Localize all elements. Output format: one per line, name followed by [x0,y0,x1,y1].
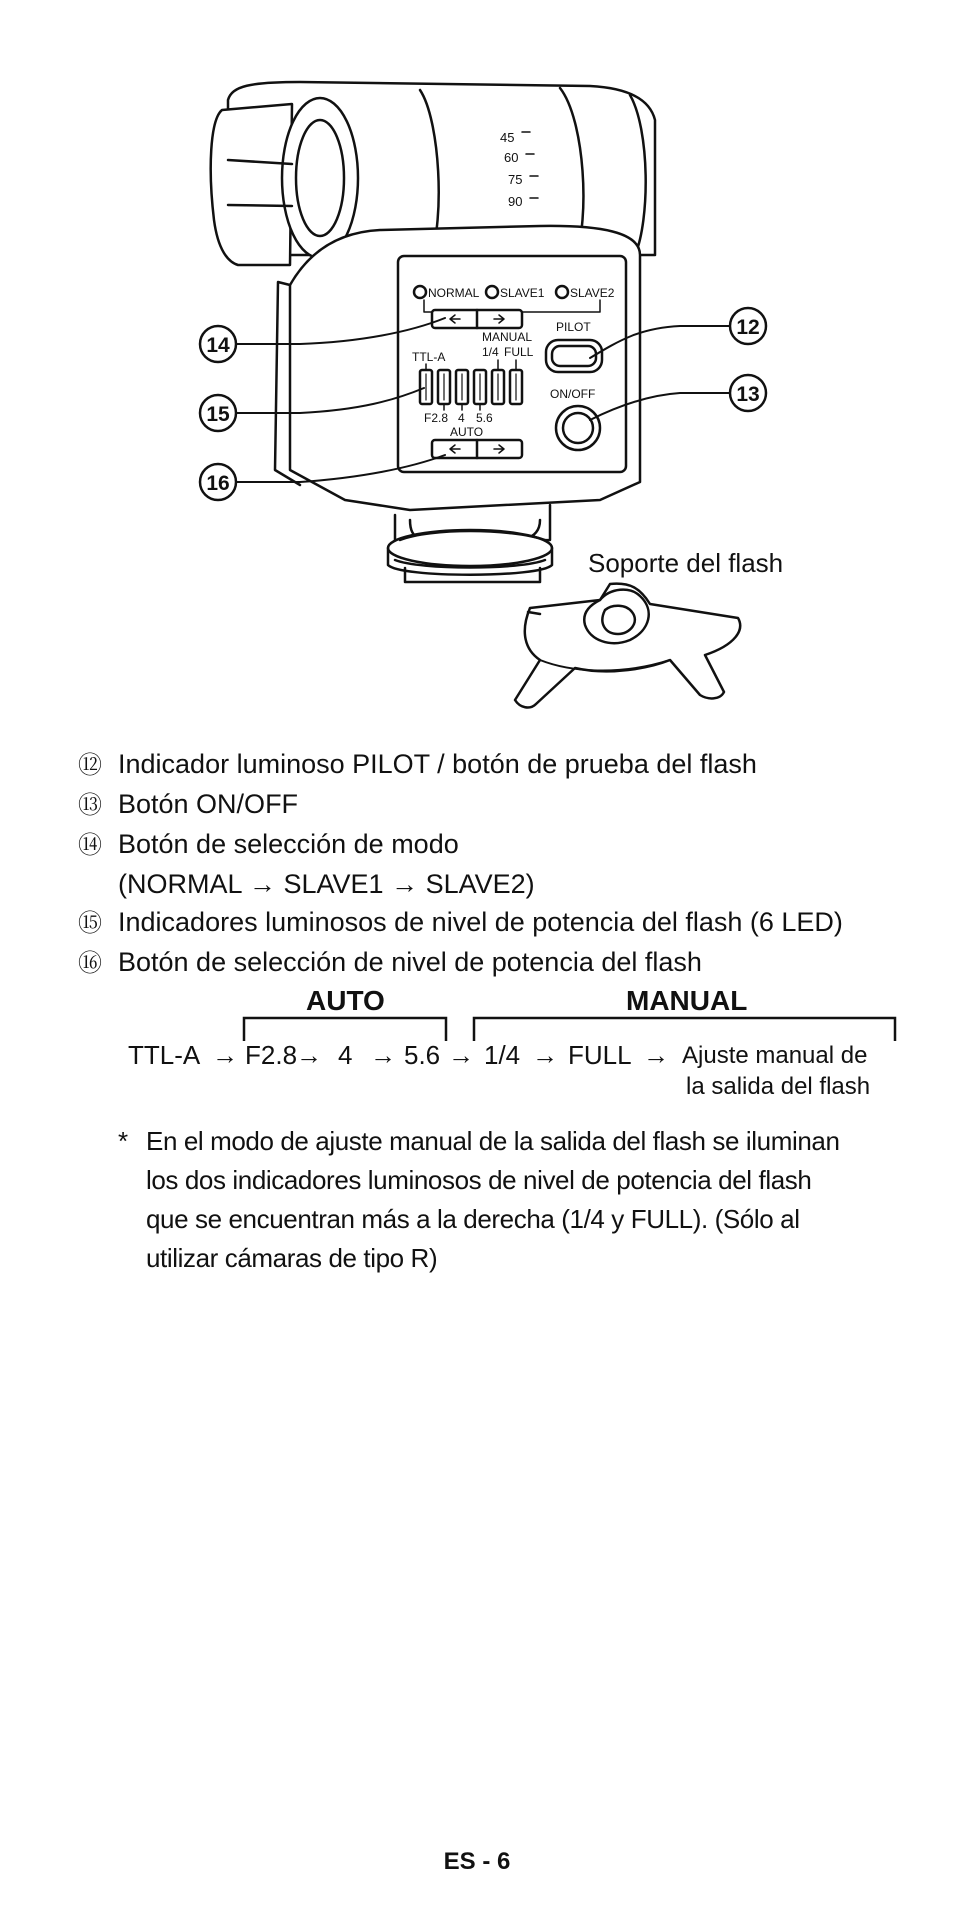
page-number: ES - 6 [443,1848,511,1875]
parts-legend [78,745,898,983]
footnote-line: los dos indicadores luminosos de nivel de potencia del flash [146,1165,812,1195]
footnote-line: que se encuentran más a la derecha (1/4 y FULL). (Sólo al [146,1204,800,1234]
auto-group-label: AUTO [306,985,385,1016]
mode-slave2-label: SLAVE2 [570,286,615,300]
footnote-line: En el modo de ajuste manual de la salida del flash se iluminan [146,1126,840,1156]
legend-item-13 [78,785,898,825]
seq-arrow: → [296,1040,322,1070]
angle-45: 45 [500,130,515,145]
legend-num: ⑬ [78,792,102,819]
legend-item-12 [78,745,898,785]
seq-final-line2: la salida del flash [686,1073,871,1100]
seq-arrow: → [370,1040,396,1070]
legend-num: ⑮ [78,910,102,937]
legend-text: Botón de selección de modo [118,829,459,859]
svg-text:16: 16 [206,472,230,495]
seq-ttla: TTL-A [128,1040,201,1070]
svg-text:14: 14 [206,334,230,357]
seq-quarter: 1/4 [484,1040,521,1070]
mode-normal-label: NORMAL [428,286,480,300]
seq-arrow: → [532,1040,558,1070]
legend-num: ⑭ [78,832,102,859]
flash-unit-illustration [0,0,954,720]
mode-slave1-label: SLAVE1 [500,286,545,300]
led-f28-label: F2.8 [424,411,449,425]
onoff-label: ON/OFF [550,387,596,401]
seq-full: FULL [568,1040,632,1070]
flash-stand-illustration [515,584,740,708]
legend-item-15 [78,903,898,943]
flash-foot [388,530,552,582]
led-auto-label: AUTO [450,425,484,439]
pilot-label: PILOT [556,320,591,334]
manual-group-label: MANUAL [626,985,748,1016]
led-ttla-label: TTL-A [412,350,446,364]
svg-text:12: 12 [736,316,760,339]
mode-select-button[interactable] [432,310,522,328]
onoff-button[interactable] [556,406,600,450]
seq-arrow: → [212,1040,238,1070]
footnote-line: utilizar cámaras de tipo R) [146,1243,438,1273]
seq-arrow: → [448,1040,474,1070]
svg-text:15: 15 [206,403,230,426]
legend-num: ⑯ [78,950,102,977]
led-56-label: 5.6 [476,411,493,425]
legend-item-14 [78,825,898,865]
footnote-star: * [118,1126,129,1156]
legend-item-16 [78,943,898,983]
seq-4: 4 [338,1040,353,1070]
angle-60: 60 [504,150,519,165]
seq-56: 5.6 [404,1040,441,1070]
power-level-sequence [0,985,954,1105]
stand-caption: Soporte del flash [588,548,784,578]
footnote [118,1122,878,1278]
led-quarter-label: 1/4 [482,345,499,359]
seq-final-line1: Ajuste manual de [682,1042,868,1069]
legend-text: Indicador luminoso PILOT / botón de prueba del flash [118,749,757,779]
legend-item-14-continuation: (NORMAL → SLAVE1 → SLAVE2) [118,869,535,899]
led-full-label: FULL [504,345,534,359]
legend-text: Botón ON/OFF [118,789,299,819]
legend-text: Botón de selección de nivel de potencia del flash [118,947,702,977]
led-manual-label: MANUAL [482,330,533,344]
svg-text:13: 13 [736,383,760,406]
legend-text: Indicadores luminosos de nivel de potencia del flash (6 LED) [118,907,843,937]
angle-75: 75 [508,172,523,187]
seq-f28: F2.8 [245,1040,298,1070]
seq-arrow: → [643,1040,669,1070]
legend-num: ⑫ [78,752,102,779]
angle-90: 90 [508,194,523,209]
led-4-label: 4 [458,411,465,425]
